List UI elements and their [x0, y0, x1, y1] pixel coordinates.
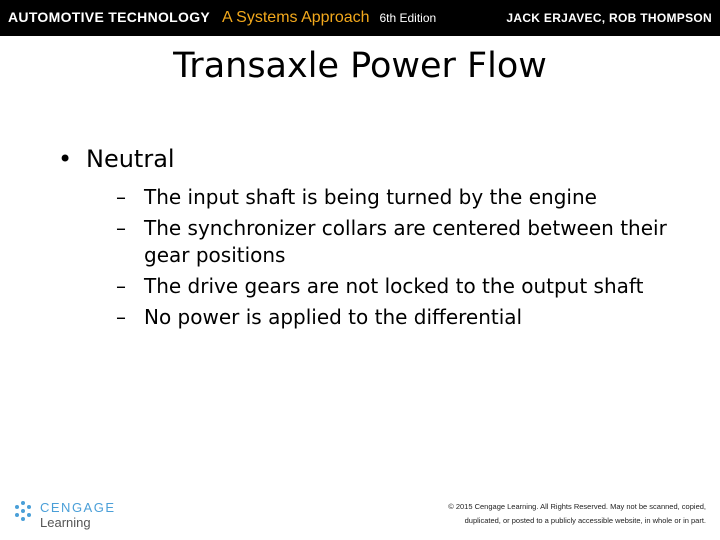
cengage-mark-icon: [12, 500, 34, 522]
edition-label: 6th Edition: [379, 11, 437, 25]
slide-title: Transaxle Power Flow: [173, 46, 547, 86]
dash-icon: –: [116, 185, 126, 209]
subpoint-item: [116, 184, 678, 211]
subpoint-item: [116, 273, 678, 300]
dash-icon: –: [116, 274, 126, 298]
authors: JACK ERJAVEC, ROB THOMPSON: [506, 11, 712, 25]
bullet-text: Neutral: [86, 145, 175, 173]
subpoint-text: The drive gears are not locked to the output shaft: [144, 274, 644, 298]
subpoint-item: [116, 215, 678, 269]
book-title: AUTOMOTIVE TECHNOLOGY: [8, 9, 211, 25]
copyright-line: © 2015 Cengage Learning. All Rights Reserved. May not be scanned, copied,: [448, 502, 706, 511]
book-subtitle: A Systems Approach: [221, 9, 370, 26]
subpoint-item: [116, 304, 678, 331]
subpoint-list: [116, 184, 678, 331]
bullet-dot-icon: •: [58, 145, 73, 173]
copyright-notice: [406, 500, 706, 528]
cengage-logo: [12, 496, 132, 536]
subpoint-text: No power is applied to the differential: [144, 305, 523, 329]
copyright-line: duplicated, or posted to a publicly accessible website, in whole or in part.: [464, 516, 706, 525]
bullet-list: [58, 142, 678, 335]
dash-icon: –: [116, 305, 126, 329]
subpoint-text: The input shaft is being turned by the engine: [144, 185, 597, 209]
header-bar: [0, 0, 720, 36]
logo-text-top: CENGAGE: [40, 500, 116, 515]
bullet-item: [58, 142, 678, 331]
book-title-group: [8, 9, 436, 27]
subpoint-text: The synchronizer collars are centered between their gear positions: [144, 216, 667, 267]
logo-text-bottom: Learning: [40, 515, 91, 530]
dash-icon: –: [116, 216, 126, 240]
